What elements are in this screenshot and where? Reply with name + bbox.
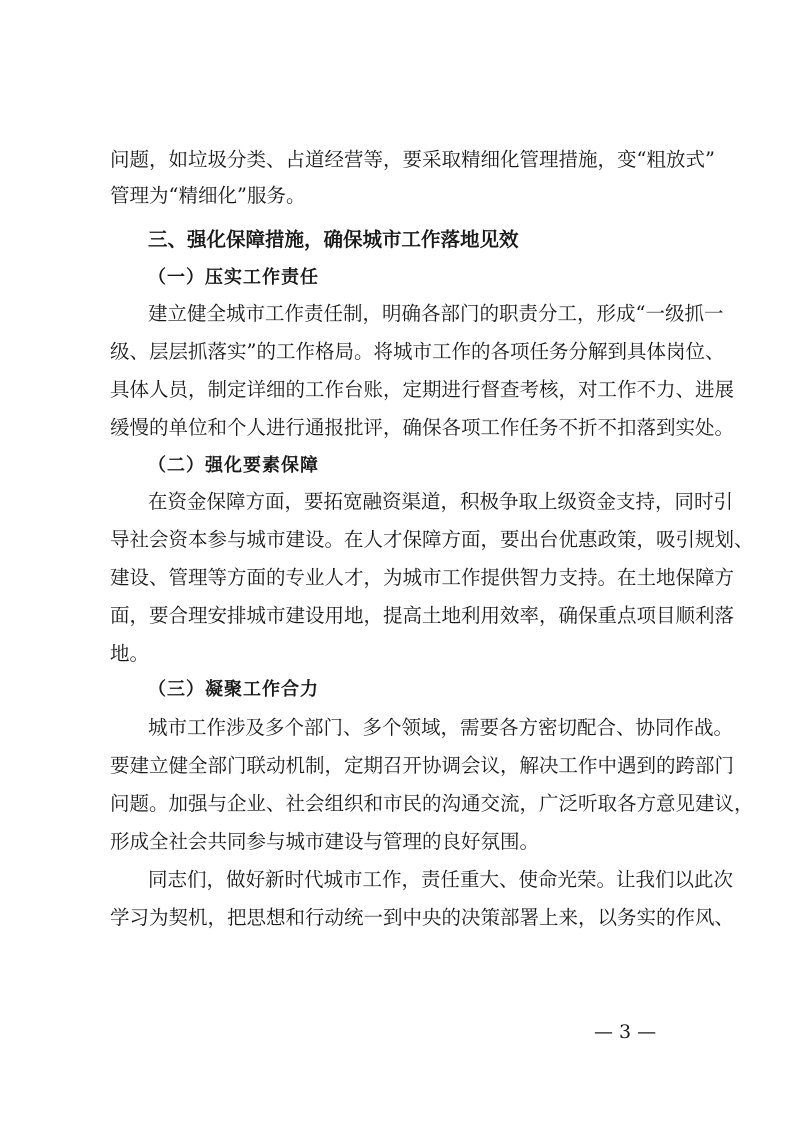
paragraph-line: 建设、管理等方面的专业人才，为城市工作提供智力支持。在土地保障方 [110, 566, 735, 589]
paragraph-line: 学习为契机，把思想和行动统一到中央的决策部署上来，以务实的作风、 [110, 906, 735, 929]
paragraph-line: 具体人员，制定详细的工作台账，定期进行督查考核，对工作不力、进展 [110, 378, 735, 401]
paragraph-line: 同志们，做好新时代城市工作，责任重大、使命光荣。让我们以此次 [148, 868, 734, 891]
subsection-title-1: （一）压实工作责任 [148, 267, 319, 288]
section-heading: 三、强化保障措施，确保城市工作落地见效 [148, 228, 519, 251]
paragraph-line: 缓慢的单位和个人进行通报批评，确保各项工作任务不折不扣落到实处。 [110, 416, 735, 439]
paragraph-line: 城市工作涉及多个部门、多个领域，需要各方密切配合、协同作战。 [148, 716, 734, 739]
subsection-title-2: （二）强化要素保障 [148, 455, 319, 476]
paragraph-line: 管理为“精细化”服务。 [110, 184, 306, 207]
subsection-title-3: （三）凝聚工作合力 [148, 679, 319, 700]
paragraph-line: 问题。加强与企业、社会组织和市民的沟通交流，广泛听取各方意见建议， [110, 792, 754, 815]
paragraph-line: 要建立健全部门联动机制，定期召开协调会议，解决工作中遇到的跨部门 [110, 754, 735, 777]
paragraph-line: 面，要合理安排城市建设用地，提高土地利用效率，确保重点项目顺利落 [110, 604, 735, 627]
paragraph-line: 问题，如垃圾分类、占道经营等，要采取精细化管理措施，变“粗放式” [110, 148, 715, 171]
paragraph-line: 地。 [110, 642, 150, 665]
paragraph-line: 形成全社会共同参与城市建设与管理的良好氛围。 [110, 830, 540, 853]
paragraph-line: 建立健全城市工作责任制，明确各部门的职责分工，形成“一级抓一 [148, 302, 724, 325]
paragraph-line: 级、层层抓落实”的工作格局。将城市工作的各项任务分解到具体岗位、 [110, 340, 725, 363]
paragraph-line: 在资金保障方面，要拓宽融资渠道，积极争取上级资金支持，同时引 [148, 490, 734, 513]
page-number: — 3 — [594, 1021, 657, 1043]
paragraph-line: 导社会资本参与城市建设。在人才保障方面，要出台优惠政策，吸引规划、 [110, 528, 754, 551]
